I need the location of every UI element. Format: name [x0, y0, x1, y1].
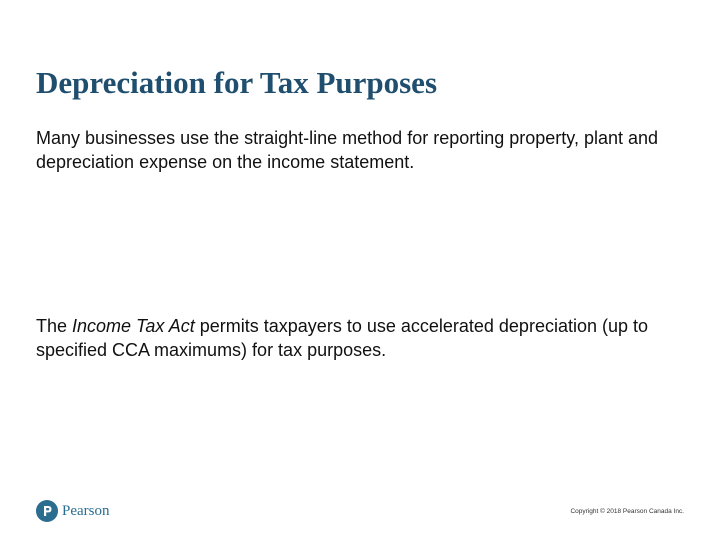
body-paragraph-2 [36, 314, 686, 362]
paragraph-2-lead: The [36, 316, 73, 336]
pearson-logo [36, 500, 110, 522]
copyright-notice: Copyright © 2018 Pearson Canada Inc. [570, 508, 684, 515]
pearson-logo-text: Pearson [62, 503, 110, 519]
income-tax-act-emphasis: Income Tax Act [72, 316, 195, 336]
pearson-p-icon [36, 500, 58, 522]
slide-title: Depreciation for Tax Purposes [36, 65, 438, 100]
paragraph-2-rest: permits taxpayers to use accelerated depreciation (up to specified CCA maximums) for tax purposes. [36, 316, 649, 360]
body-paragraph-1: Many businesses use the straight-line method for reporting property, plant and depreciation expense on the income statement. [36, 128, 659, 172]
